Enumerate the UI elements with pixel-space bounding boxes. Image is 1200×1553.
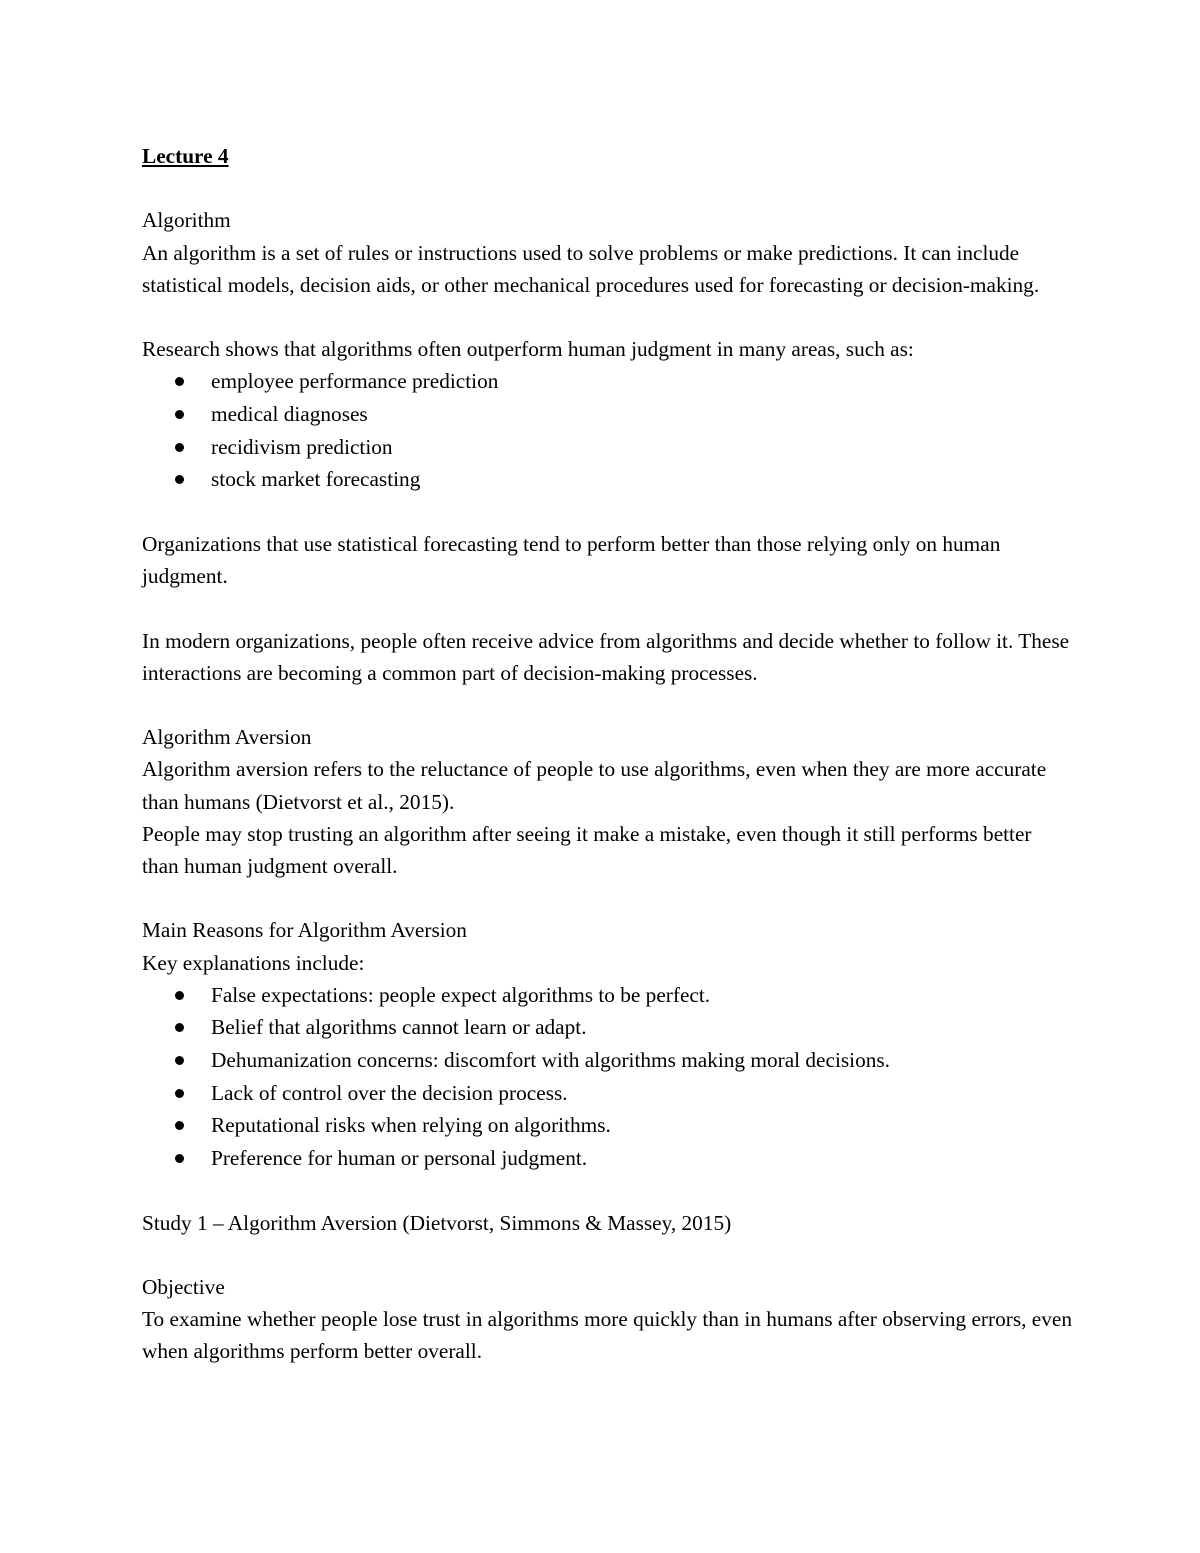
bullet-icon: [175, 991, 184, 1000]
list-item: [142, 1077, 1072, 1110]
list-item: [142, 398, 1072, 431]
bullet-icon: [175, 475, 184, 484]
research-intro: Research shows that algorithms often outperform human judgment in many areas, such as:: [142, 337, 914, 362]
spacer: [142, 1239, 1072, 1271]
list-item: [142, 463, 1072, 496]
research-list: [142, 365, 1072, 495]
list-item: [142, 431, 1072, 464]
section-heading-main-reasons: Main Reasons for Algorithm Aversion: [142, 918, 467, 943]
list-item-text: stock market forecasting: [211, 467, 421, 492]
list-item-text: Dehumanization concerns: discomfort with algorithms making moral decisions.: [211, 1047, 890, 1072]
list-item: [142, 1044, 1072, 1077]
bullet-icon: [175, 1121, 184, 1130]
spacer: [142, 882, 1072, 914]
list-item-text: Preference for human or personal judgment.: [211, 1145, 588, 1170]
section-heading-algorithm: Algorithm: [142, 208, 231, 233]
section-heading-study-1: Study 1 – Algorithm Aversion (Dietvorst, Simmons & Massey, 2015): [142, 1210, 732, 1235]
list-item-text: Belief that algorithms cannot learn or adapt.: [211, 1015, 587, 1040]
list-item: [142, 1142, 1072, 1175]
list-item-text: recidivism prediction: [211, 434, 393, 459]
algorithm-definition: An algorithm is a set of rules or instructions used to solve problems or make predictions. It can include statistical models, decision aids, or other mechanical procedures used for forecasting or decision-making.: [142, 240, 1040, 297]
bullet-icon: [175, 1089, 184, 1098]
bullet-icon: [175, 1023, 184, 1032]
objective-heading: Objective: [142, 1274, 225, 1299]
organizations-paragraph: Organizations that use statistical forecasting tend to perform better than those relying only on human judgment.: [142, 531, 1001, 589]
list-item-text: False expectations: people expect algorithms to be perfect.: [211, 982, 711, 1007]
list-item-text: Lack of control over the decision process.: [211, 1080, 568, 1105]
list-item: [142, 365, 1072, 398]
spacer: [142, 301, 1072, 333]
list-item-text: medical diagnoses: [211, 401, 368, 426]
spacer: [142, 592, 1072, 624]
document-page: [142, 140, 1072, 1368]
list-item: [142, 979, 1072, 1012]
spacer: [142, 172, 1072, 204]
bullet-icon: [175, 1154, 184, 1163]
reasons-intro: Key explanations include:: [142, 950, 365, 975]
bullet-icon: [175, 443, 184, 452]
bullet-icon: [175, 377, 184, 386]
objective-paragraph: To examine whether people lose trust in algorithms more quickly than in humans after observing errors, even when algorithms perform better overall.: [142, 1307, 1072, 1364]
list-item: [142, 1109, 1072, 1142]
spacer: [142, 1174, 1072, 1206]
aversion-definition: Algorithm aversion refers to the reluctance of people to use algorithms, even when they are more accurate than humans (Dietvorst et al., 2015).: [142, 757, 1047, 814]
list-item-text: Reputational risks when relying on algorithms.: [211, 1113, 611, 1138]
bullet-icon: [175, 410, 184, 419]
list-item-text: employee performance prediction: [211, 369, 499, 394]
aversion-trust-paragraph: People may stop trusting an algorithm after seeing it make a mistake, even though it still performs better than human judgment overall.: [142, 821, 1032, 878]
list-item: [142, 1011, 1072, 1044]
spacer: [142, 689, 1072, 721]
bullet-icon: [175, 1056, 184, 1065]
spacer: [142, 496, 1072, 528]
reasons-list: [142, 979, 1072, 1175]
page-title: Lecture 4: [142, 144, 229, 168]
section-heading-algorithm-aversion: Algorithm Aversion: [142, 725, 312, 750]
modern-organizations-paragraph: In modern organizations, people often receive advice from algorithms and decide whether to follow it. These interactions are becoming a common part of decision-making processes.: [142, 628, 1070, 685]
